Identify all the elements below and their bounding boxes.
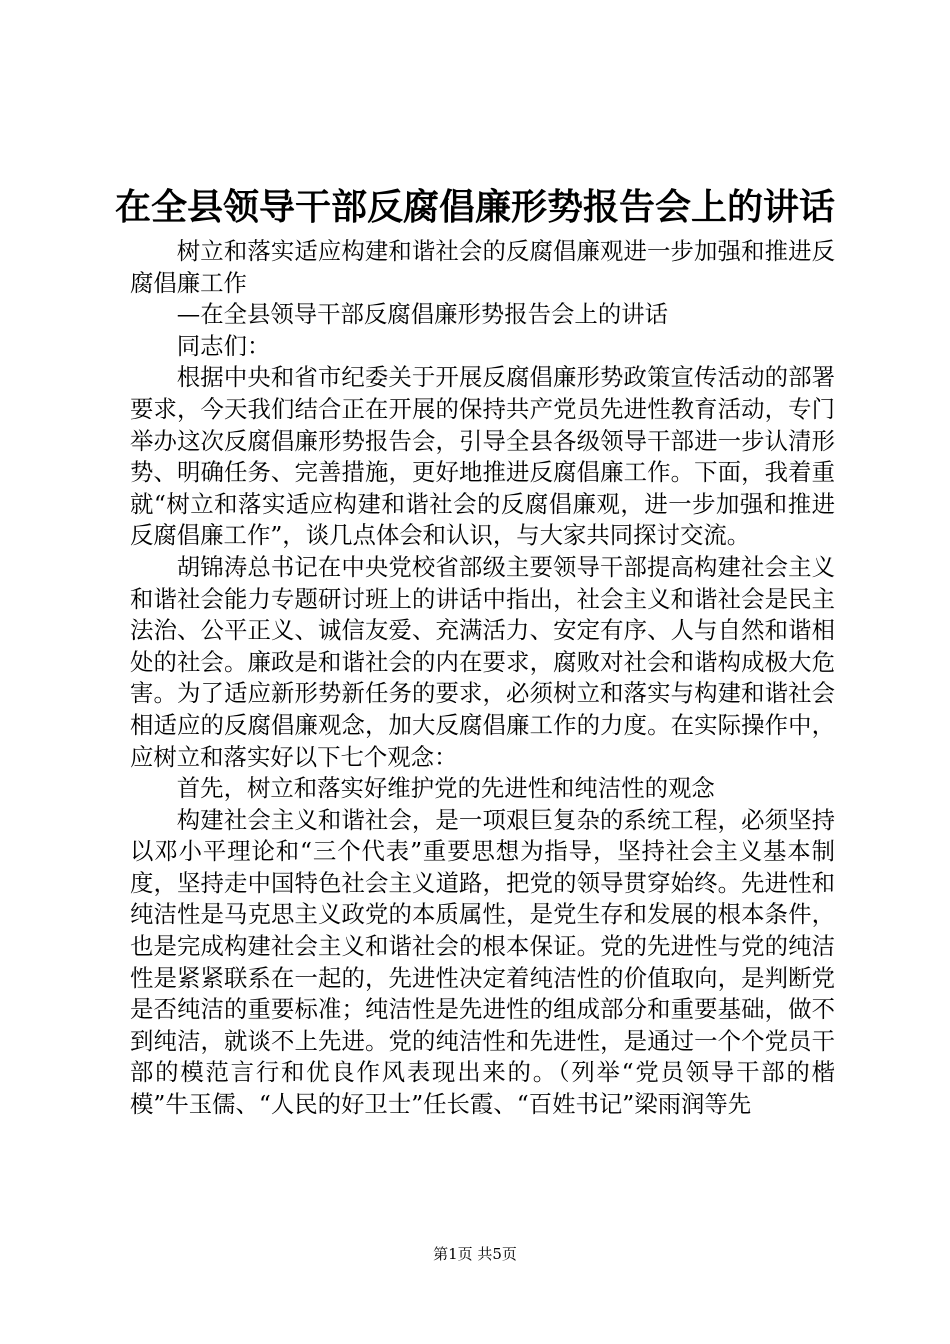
body-paragraph: 根据中央和省市纪委关于开展反腐倡廉形势政策宣传活动的部署要求，今天我们结合正在开展的保持共产党员先进性教育活动，专门举办这次反腐倡廉形势报告会，引导全县各级领导干部进一步认清形势、明确任务、完善措施，更好地推进反腐倡廉工作。下面，我着重就“树立和落实适应构建和谐社会的反腐倡廉观，进一步加强和推进反腐倡廉工作”，谈几点体会和认识，与大家共同探讨交流。 (130, 363, 835, 550)
section-heading: 首先，树立和落实好维护党的先进性和纯洁性的观念 (176, 774, 715, 803)
page-number: 第1页 共5页 (433, 1245, 517, 1263)
salutation: 同志们： (176, 331, 271, 360)
document-title: 在全县领导干部反腐倡廉形势报告会上的讲话 (114, 187, 835, 228)
body-paragraph: 胡锦涛总书记在中央党校省部级主要领导干部提高构建社会主义和谐社会能力专题研讨班上的讲话中指出，社会主义和谐社会是民主法治、公平正义、诚信友爱、充满活力、安定有序、人与自然和谐相处的社会。廉政是和谐社会的内在要求，腐败对社会和谐构成极大危害。为了适应新形势新任务的要求，必须树立和落实与构建和谐社会相适应的反腐倡廉观念，加大反腐倡廉工作的力度。在实际操作中，应树立和落实好以下七个观念： (130, 552, 835, 771)
subtitle-source: —在全县领导干部反腐倡廉形势报告会上的讲话 (176, 300, 668, 329)
document-body (130, 236, 835, 1121)
subtitle-paragraph: 树立和落实适应构建和谐社会的反腐倡廉观进一步加强和推进反腐倡廉工作 (130, 237, 835, 297)
body-paragraph: 构建社会主义和谐社会，是一项艰巨复杂的系统工程，必须坚持以邓小平理论和“三个代表”重要思想为指导，坚持社会主义基本制度，坚持走中国特色社会主义道路，把党的领导贯穿始终。先进性和纯洁性是马克思主义政党的本质属性，是党生存和发展的根本条件，也是完成构建社会主义和谐社会的根本保证。党的先进性与党的纯洁性是紧紧联系在一起的，先进性决定着纯洁性的价值取向，是判断党是否纯洁的重要标准；纯洁性是先进性的组成部分和重要基础，做不到纯洁，就谈不上先进。党的纯洁性和先进性，是通过一个个党员干部的模范言行和优良作风表现出来的。（列举“党员领导干部的楷模”牛玉儒、“人民的好卫士”任长霞、“百姓书记”梁雨润等先 (130, 805, 835, 1119)
